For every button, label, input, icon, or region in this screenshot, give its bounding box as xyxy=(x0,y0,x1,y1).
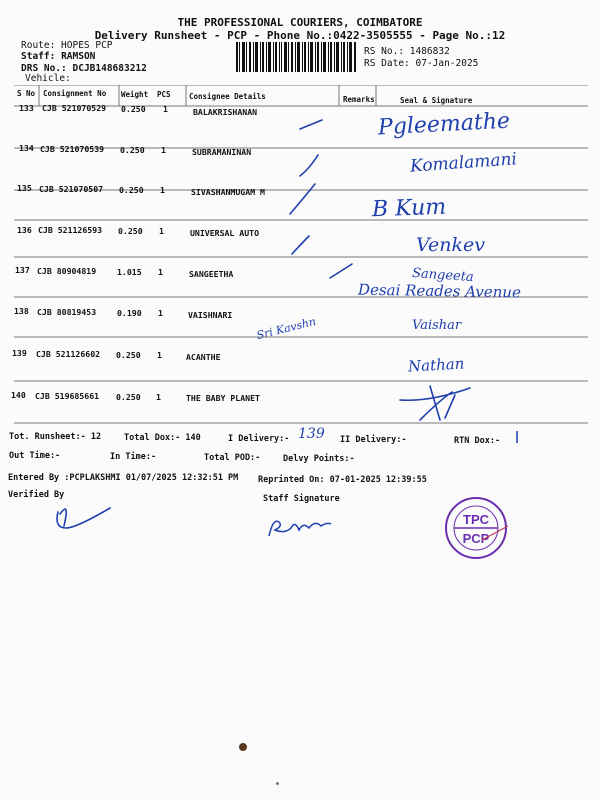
cell-consignee: ACANTHE xyxy=(186,352,221,362)
cell-consignee: UNIVERSAL AUTO xyxy=(190,228,260,238)
cell-weight: 0.250 xyxy=(118,226,143,236)
barcode xyxy=(236,42,356,72)
signature-row-138-a: Sri Kavshn xyxy=(255,314,318,343)
col-header-seal: Seal & Signature xyxy=(400,96,473,105)
staff-label: Staff: xyxy=(21,51,56,62)
cell-weight: 0.250 xyxy=(116,392,141,402)
signature-row-134: Komalamani xyxy=(409,149,518,177)
cell-consignee: SUBRAMANINAN xyxy=(192,147,252,157)
cell-sno: 137 xyxy=(15,265,30,275)
staff-row xyxy=(21,51,95,62)
cell-consignment: CJB 519685661 xyxy=(35,391,100,401)
col-header-pcs: PCS xyxy=(157,90,171,99)
cell-consignment: CJB 521126602 xyxy=(36,349,101,359)
stamp-top-text: TPC xyxy=(463,512,489,527)
col-header-sno: S No xyxy=(17,89,36,98)
reprinted-on: Reprinted On: 07-01-2025 12:39:55 xyxy=(258,475,427,485)
runsheet-subtitle: Delivery Runsheet - PCP - Phone No.:0422-3505555 - Page No.:12 xyxy=(94,29,506,42)
cell-consignment: CJB 521126593 xyxy=(38,225,103,235)
cell-pcs: 1 xyxy=(163,104,168,114)
cell-consignee: THE BABY PLANET xyxy=(186,393,260,403)
cell-consignment: CJB 521070539 xyxy=(40,144,105,154)
cell-consignee: VAISHNARI xyxy=(188,310,233,320)
cell-pcs: 1 xyxy=(158,267,163,277)
cell-weight: 0.250 xyxy=(119,185,144,195)
signature-row-133: Pgleemathe xyxy=(377,108,511,141)
cell-pcs: 1 xyxy=(158,308,163,318)
col-header-remarks: Remarks xyxy=(343,95,375,104)
cell-consignee: SANGEETHA xyxy=(189,269,234,279)
cell-sno: 139 xyxy=(12,348,27,358)
out-time: Out Time:- xyxy=(9,451,61,461)
cell-pcs: 1 xyxy=(159,226,164,236)
cell-weight: 0.250 xyxy=(120,145,145,155)
total-dox: Total Dox:- 140 xyxy=(124,433,201,443)
total-runsheet: Tot. Runsheet:- 12 xyxy=(9,432,102,442)
signature-row-139: Nathan xyxy=(407,354,465,376)
col-header-consignee: Consignee Details xyxy=(189,92,266,101)
cell-consignment: CJB 80904819 xyxy=(37,266,97,276)
rtn-dox-mark-icon xyxy=(512,430,522,444)
table-grid xyxy=(0,85,600,430)
drs-value: DCJB148683212 xyxy=(72,63,147,74)
cell-weight: 0.250 xyxy=(121,104,146,114)
cell-sno: 140 xyxy=(11,390,26,400)
rs-number: RS No.: 1486832 xyxy=(364,46,450,57)
cell-sno: 136 xyxy=(17,225,32,235)
cell-sno: 133 xyxy=(19,103,34,113)
cell-consignment: CJB 521070529 xyxy=(42,103,107,113)
signature-row-135: B Kum xyxy=(371,194,447,223)
cell-consignee: BALAKRISHANAN xyxy=(193,107,258,117)
cell-pcs: 1 xyxy=(157,350,162,360)
verified-by: Verified By xyxy=(8,490,65,500)
smudge-mark xyxy=(239,743,247,751)
drs-label: DRS No.: xyxy=(21,63,67,74)
smudge-mark xyxy=(276,782,279,785)
col-header-consignment: Consignment No xyxy=(43,89,107,98)
ii-delivery: II Delivery:- xyxy=(340,435,407,445)
signature-row-136: Venkev xyxy=(416,234,485,256)
rs-date: RS Date: 07-Jan-2025 xyxy=(364,58,479,69)
cell-consignment: CJB 521070507 xyxy=(39,184,104,194)
cell-consignee: SIVASHANMUGAM M xyxy=(191,187,265,197)
cell-weight: 1.015 xyxy=(117,267,142,277)
cell-pcs: 1 xyxy=(160,185,165,195)
col-header-weight: Weight xyxy=(121,90,149,99)
rtn-dox: RTN Dox:- xyxy=(454,436,501,446)
cell-pcs: 1 xyxy=(156,392,161,402)
staff-signature-scribble xyxy=(265,512,335,542)
cell-pcs: 1 xyxy=(161,145,166,155)
route-label: Route: HOPES PCP xyxy=(21,40,113,51)
i-delivery-handwritten: 139 xyxy=(298,426,325,442)
staff-signature-label: Staff Signature xyxy=(263,494,340,504)
i-delivery: I Delivery:- xyxy=(228,434,290,444)
entered-by: Entered By :PCPLAKSHMI 01/07/2025 12:32:51 PM xyxy=(8,473,239,483)
signature-row-138-b: Vaishar xyxy=(412,318,462,333)
in-time: In Time:- xyxy=(110,452,157,462)
company-stamp xyxy=(444,496,508,560)
cell-weight: 0.250 xyxy=(116,350,141,360)
cell-sno: 134 xyxy=(19,143,34,153)
total-pod: Total POD:- xyxy=(204,453,261,463)
cell-weight: 0.190 xyxy=(117,308,142,318)
signature-row-137-a: Sangeeta xyxy=(411,265,475,286)
cell-sno: 135 xyxy=(17,183,32,193)
cell-sno: 138 xyxy=(14,306,29,316)
delvy-points: Delvy Points:- xyxy=(283,454,355,464)
signature-row-137-b: Desai Reades Avenue xyxy=(357,280,522,302)
cell-consignment: CJB 80819453 xyxy=(37,307,97,317)
stamp-bottom-text: PCP xyxy=(462,531,490,546)
staff-value: RAMSON xyxy=(61,51,96,62)
vehicle-label: Vehicle: xyxy=(25,73,71,84)
company-title: THE PROFESSIONAL COURIERS, COIMBATORE xyxy=(177,16,423,29)
